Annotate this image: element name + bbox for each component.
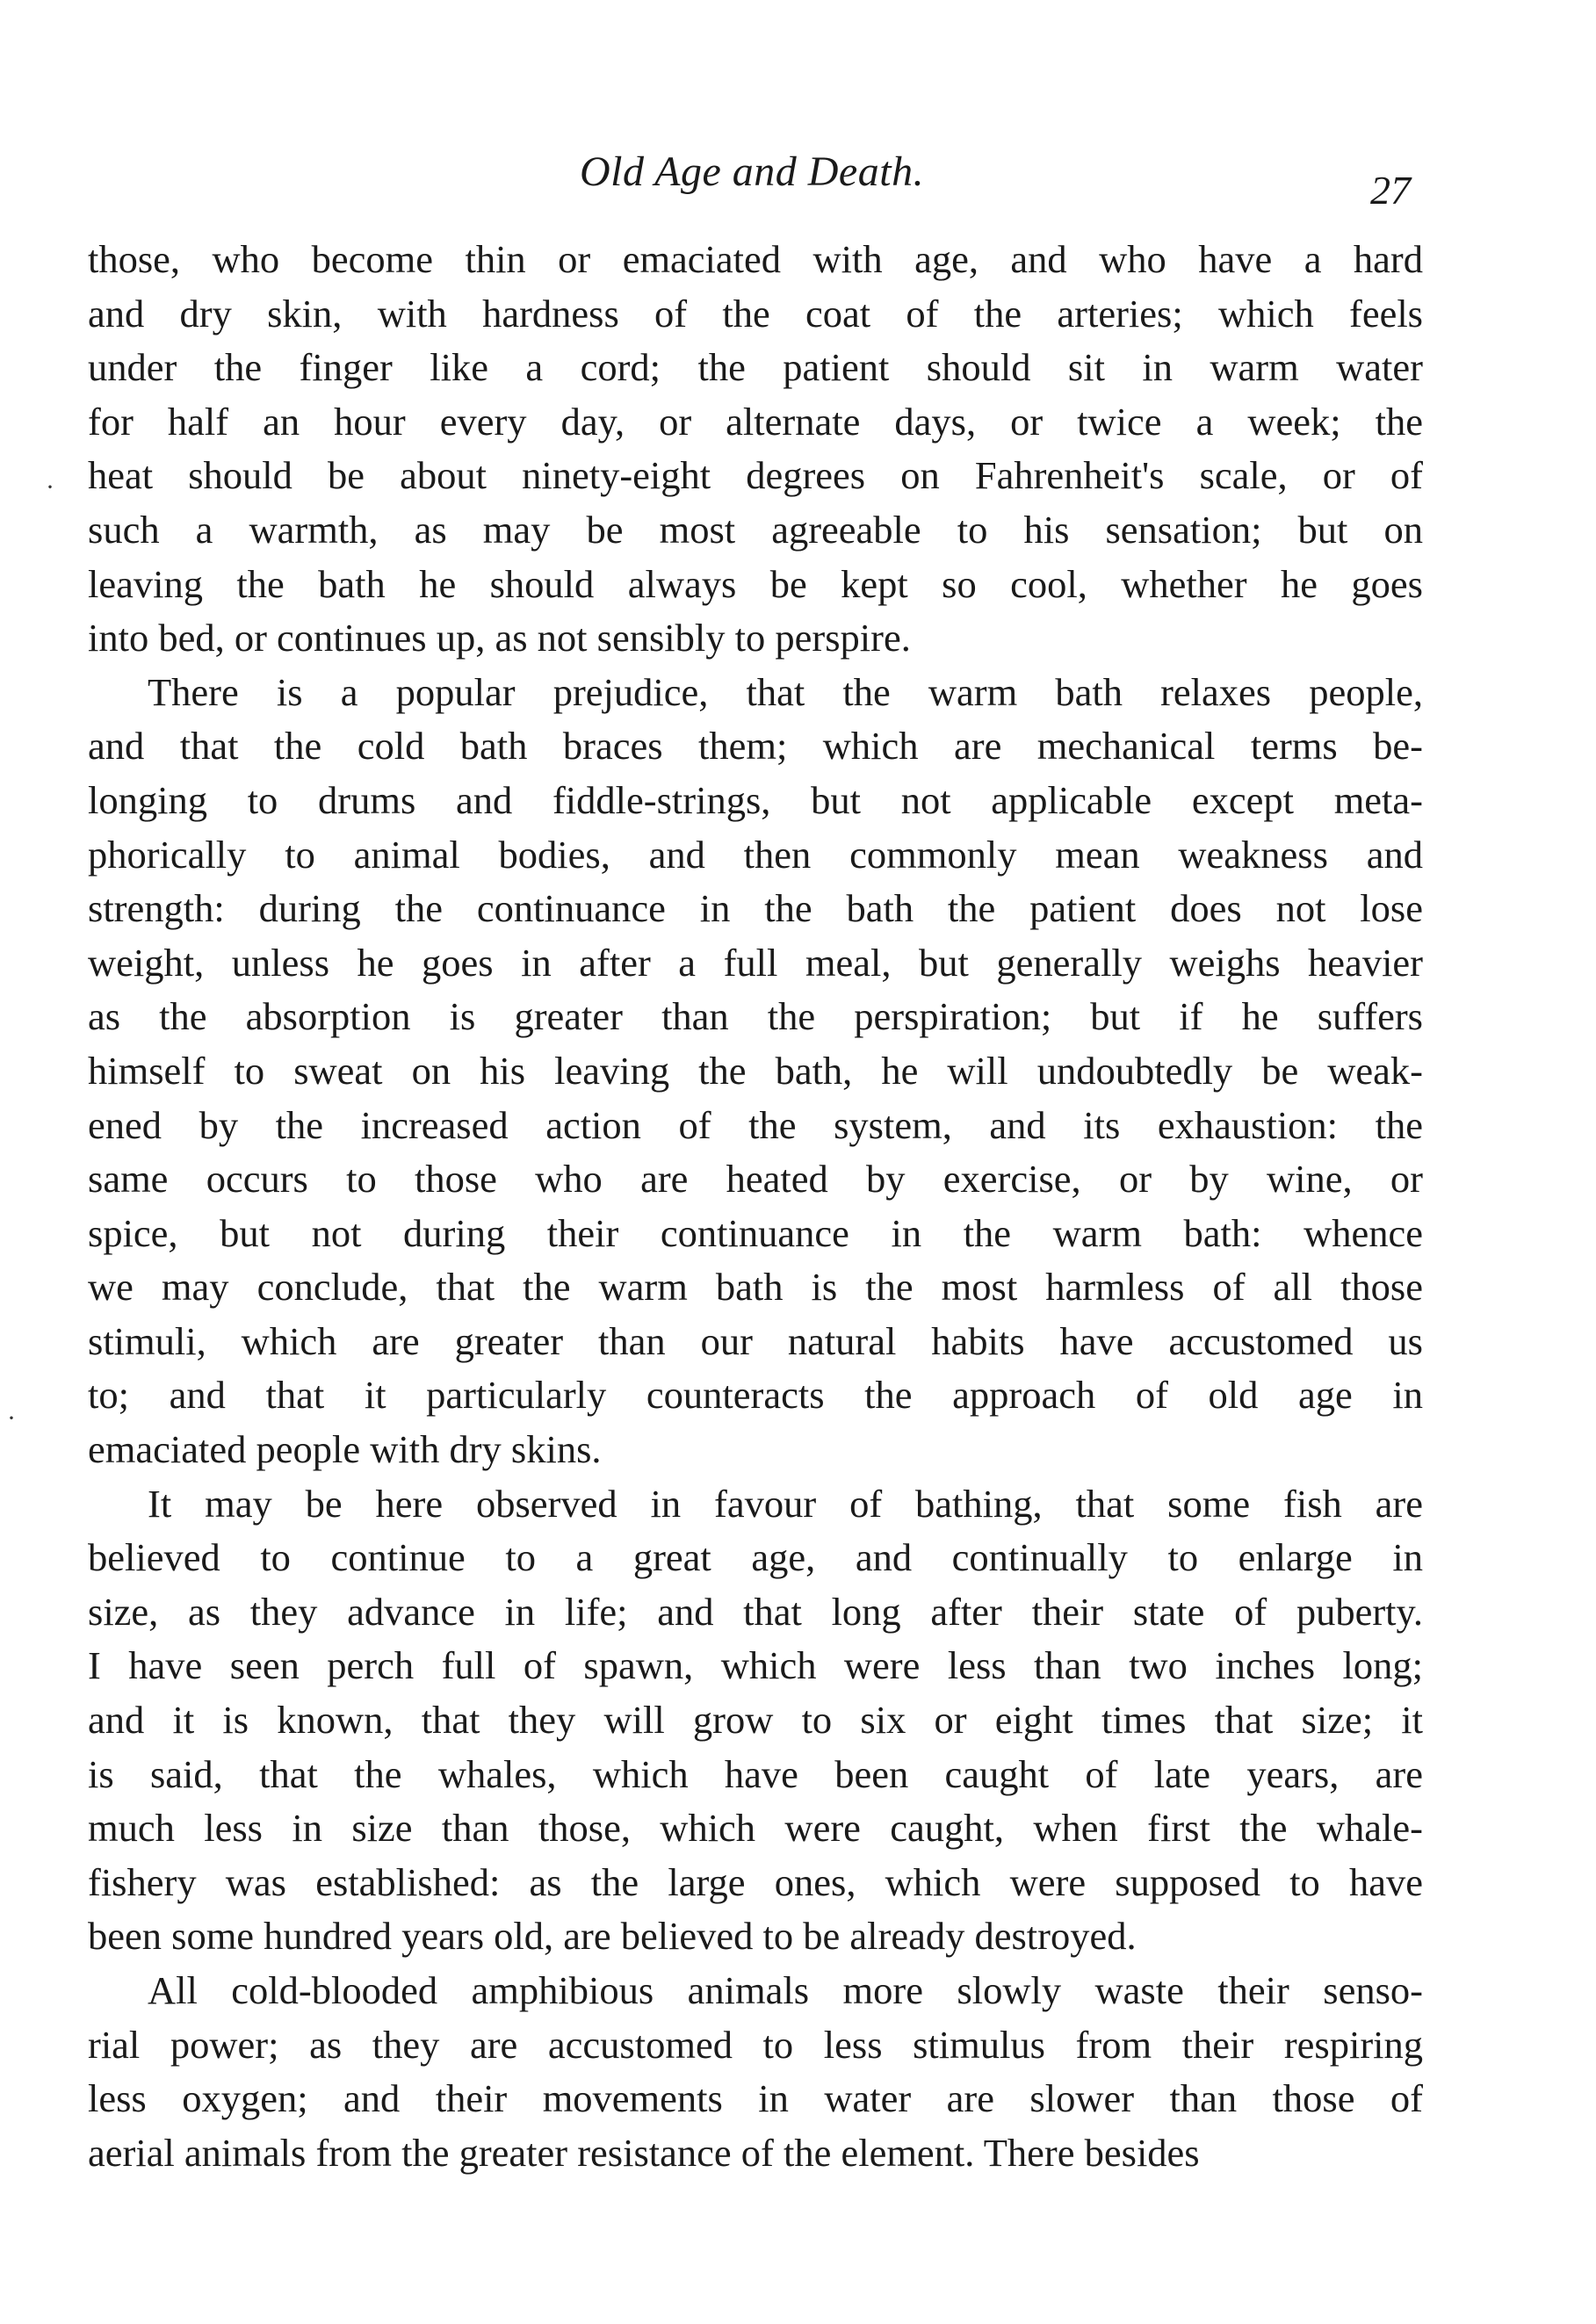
- margin-mark: ·: [7, 1404, 16, 1433]
- paragraph-4: [88, 1964, 1423, 2180]
- text-line: All cold-blooded amphibious animals more slowly waste their senso-: [148, 1968, 1423, 2012]
- text-line: and that the cold bath braces them; which are mechanical terms be-: [88, 724, 1423, 769]
- text-line: longing to drums and fiddle-strings, but not applicable except meta-: [88, 777, 1423, 822]
- text-line: fishery was established: as the large ones, which were supposed to have: [88, 1859, 1423, 1904]
- text-line: same occurs to those who are heated by exercise, or by wine, or: [88, 1157, 1423, 1202]
- text-line: size, as they advance in life; and that long after their state of puberty.: [88, 1589, 1423, 1634]
- text-line: There is a popular prejudice, that the warm bath relaxes people,: [148, 669, 1423, 714]
- text-line: been some hundred years old, are believed to be already destroyed.: [88, 1914, 1137, 1959]
- page-number: 27: [1370, 168, 1411, 213]
- text-line: emaciated people with dry skins.: [88, 1427, 602, 1472]
- text-line: and it is known, that they will grow to six or eight times that size; it: [88, 1698, 1423, 1743]
- text-line: I have seen perch full of spawn, which were less than two inches long;: [88, 1643, 1423, 1688]
- text-line: less oxygen; and their movements in water are slower than those of: [88, 2076, 1423, 2121]
- text-line: himself to sweat on his leaving the bath, he will undoubtedly be weak-: [88, 1048, 1423, 1093]
- text-line: heat should be about ninety-eight degrees on Fahrenheit's scale, or of: [88, 453, 1423, 498]
- text-line: into bed, or continues up, as not sensibly to perspire.: [88, 616, 911, 660]
- text-line: much less in size than those, which were caught, when first the whale-: [88, 1806, 1423, 1851]
- text-line: believed to continue to a great age, and continually to enlarge in: [88, 1535, 1423, 1580]
- text-line: weight, unless he goes in after a full meal, but generally weighs heavier: [88, 940, 1423, 985]
- text-line: those, who become thin or emaciated with age, and who have a hard: [88, 237, 1423, 281]
- text-line: rial power; as they are accustomed to less stimulus from their respiring: [88, 2022, 1423, 2067]
- text-line: for half an hour every day, or alternate days, or twice a week; the: [88, 399, 1423, 444]
- text-line: It may be here observed in favour of bathing, that some fish are: [148, 1481, 1423, 1526]
- paragraph-2: [88, 666, 1423, 1477]
- text-line: is said, that the whales, which have been caught of late years, are: [88, 1751, 1423, 1796]
- text-line: strength: during the continuance in the bath the patient does not lose: [88, 886, 1423, 931]
- text-line: as the absorption is greater than the perspiration; but if he suffers: [88, 994, 1423, 1039]
- text-line: such a warmth, as may be most agreeable to his sensation; but on: [88, 507, 1423, 552]
- running-title: Old Age and Death.: [580, 148, 925, 195]
- text-line: leaving the bath he should always be kept so cool, whether he goes: [88, 561, 1423, 606]
- text-line: to; and that it particularly counteracts the approach of old age in: [88, 1373, 1423, 1418]
- text-line: we may conclude, that the warm bath is the most harmless of all those: [88, 1265, 1423, 1310]
- text-line: phorically to animal bodies, and then commonly mean weakness and: [88, 832, 1423, 877]
- body-text: [88, 233, 1423, 2180]
- text-line: aerial animals from the greater resistance of the element. There besides: [88, 2130, 1200, 2175]
- text-line: stimuli, which are greater than our natural habits have accustomed us: [88, 1318, 1423, 1363]
- text-line: spice, but not during their continuance in the warm bath: whence: [88, 1210, 1423, 1255]
- margin-mark: ·: [46, 473, 54, 502]
- text-line: under the finger like a cord; the patient should sit in warm water: [88, 345, 1423, 390]
- paragraph-3: [88, 1477, 1423, 1964]
- paragraph-1: [88, 233, 1423, 666]
- text-line: and dry skin, with hardness of the coat of the arteries; which feels: [88, 291, 1423, 336]
- text-line: ened by the increased action of the system, and its exhaustion: the: [88, 1102, 1423, 1147]
